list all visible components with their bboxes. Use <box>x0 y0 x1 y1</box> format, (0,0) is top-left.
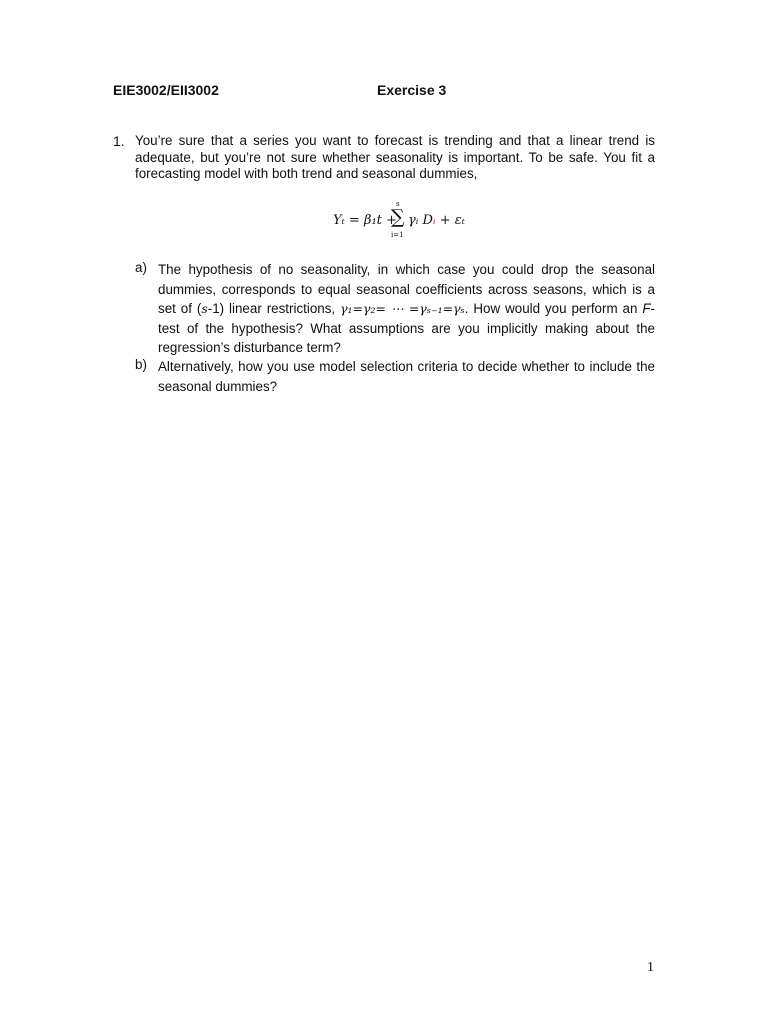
part-b-label: b) <box>135 357 147 372</box>
page-number: 1 <box>647 960 654 975</box>
part-a-label: a) <box>135 260 147 275</box>
question-number: 1. <box>113 133 125 149</box>
restriction-equation: γ₁=γ₂= ⋯ =γₛ₋₁=γₛ <box>340 301 465 316</box>
course-code: EIE3002/EII3002 <box>113 82 219 98</box>
model-equation <box>333 200 473 244</box>
part-a-text: The hypothesis of no seasonality, in which case you could drop the seasonal dummies, corresponds to equal seasonal coefficients across seasons, which is a set of (s-1) linear restrictions, γ₁=γ₂= ⋯ =γₛ₋₁=γₛ. How would you perform an F-test of the hypothesis? What assumptions are you implicitly making about the regression’s disturbance term? <box>158 262 656 355</box>
part-b-text: Alternatively, how you use model selection criteria to decide whether to include the seasonal dummies? <box>158 359 655 394</box>
sum-upper-limit: s <box>396 200 400 208</box>
question-text: You’re sure that a series you want to forecast is trending and that a linear trend is adequate, but you’re not sure whether seasonality is important. To be safe. You fit a forecasting model with both trend and seasonal dummies, <box>135 133 655 181</box>
equation-rhs <box>408 213 465 228</box>
error-term: + εₜ <box>439 213 465 228</box>
equation-lhs: Yₜ = β₁t + <box>333 213 397 228</box>
sum-lower-limit: i=1 <box>391 231 404 239</box>
summation-symbol: ∑ <box>391 206 405 228</box>
gamma-term: γᵢ <box>408 213 419 228</box>
dummy-term: D <box>422 213 433 228</box>
dummy-subscript: ᵢ <box>432 213 436 228</box>
exercise-title: Exercise 3 <box>377 82 447 98</box>
